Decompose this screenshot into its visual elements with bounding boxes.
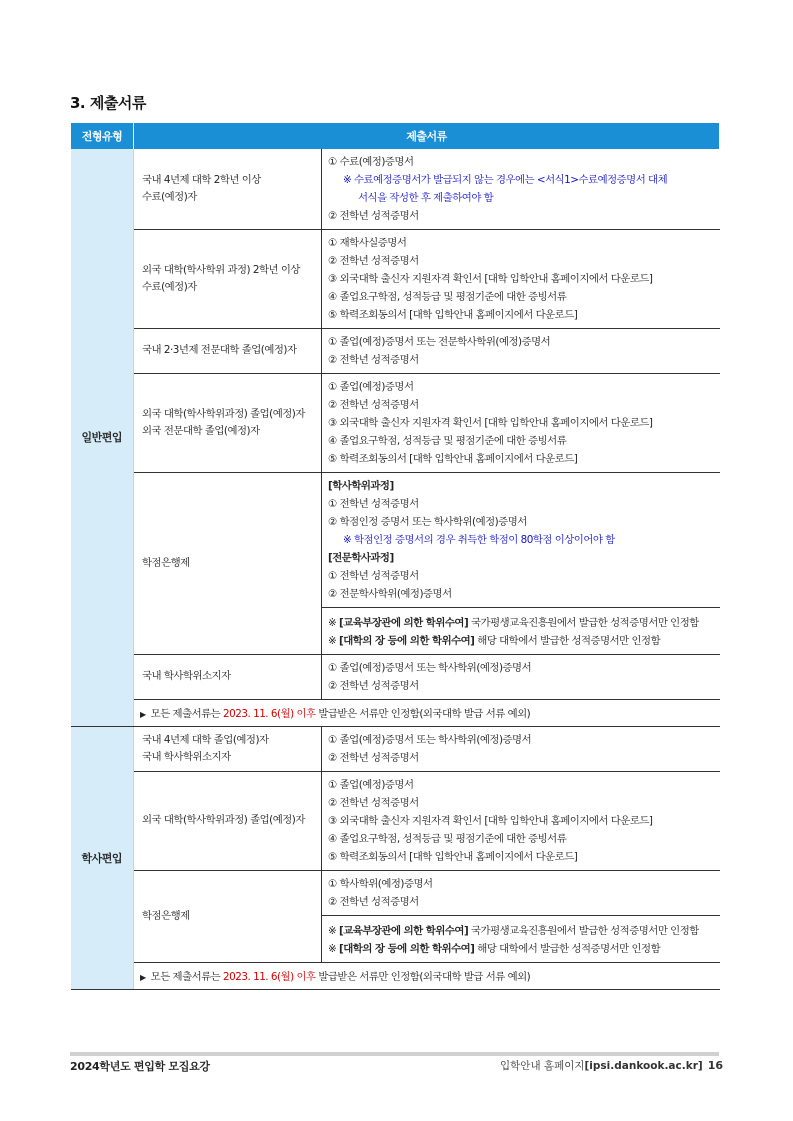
list-item: ① 전학년 성적증명서 [328,497,419,510]
qualification-cell: 외국 대학(학사학위과정) 졸업(예정)자 [134,771,322,870]
table-row [71,229,720,328]
qualification-cell: 국내 2·3년제 전문대학 졸업(예정)자 [134,328,322,373]
footer-divider [70,1052,719,1056]
list-item: ① 졸업(예정)증명서 [328,778,414,791]
table-row [71,962,720,989]
documents-cell [322,870,720,962]
list-item: ① 재학사실증명서 [328,236,407,249]
qualification-cell: 국내 4년제 대학 2학년 이상 수료(예정)자 [134,149,322,230]
remark-text: ※ [대학의 장 등에 의한 학위수여] 해당 대학에서 발급한 성적증명서만 인정함 [328,942,661,955]
documents-table [70,122,720,990]
list-item: ④ 졸업요구학점, 성적등급 및 평점기준에 대한 증빙서류 [328,434,567,447]
site-link[interactable]: [ipsi.dankook.ac.kr] [584,1060,703,1072]
list-item: ① 수료(예정)증명서 [328,155,414,168]
date-notice: ▶ 모든 제출서류는 2023. 11. 6(월) 이후 발급받은 서류만 인정함(외국대학 발급 서류 예외) [134,962,720,989]
triangle-bullet-icon: ▶ [140,973,146,982]
section-title: 3. 제출서류 [70,94,146,112]
documents-cell [322,771,720,870]
table-row [71,654,720,699]
date-notice: ▶ 모든 제출서류는 2023. 11. 6(월) 이후 발급받은 서류만 인정함(외국대학 발급 서류 예외) [134,699,720,726]
header-docs: 제출서류 [134,123,720,149]
table-row [71,870,720,962]
page-number: 16 [707,1059,723,1072]
list-item: ③ 외국대학 출신자 지원자격 확인서 [대학 입학안내 홈페이지에서 다운로드] [328,272,653,285]
list-item: ① 졸업(예정)증명서 또는 학사학위(예정)증명서 [328,733,532,746]
list-item: ① 학사학위(예정)증명서 [328,877,433,890]
list-item: ② 전학년 성적증명서 [328,751,419,764]
footer-site: 입학안내 홈페이지[ipsi.dankook.ac.kr] 16 [500,1059,723,1072]
list-item: ② 전학년 성적증명서 [328,796,419,809]
notice-text: ※ 학점인정 증명서의 경우 취득한 학점이 80학점 이상이어야 함 [343,533,615,546]
table-row [71,328,720,373]
list-item: ⑤ 학력조회동의서 [대학 입학안내 홈페이지에서 다운로드] [328,850,578,863]
header-type: 전형유형 [71,123,134,149]
table-row [71,472,720,654]
table-row [71,726,720,771]
list-item: ⑤ 학력조회동의서 [대학 입학안내 홈페이지에서 다운로드] [328,308,578,321]
qualification-cell: 외국 대학(학사학위 과정) 2학년 이상 수료(예정)자 [134,229,322,328]
list-item: ① 졸업(예정)증명서 또는 학사학위(예정)증명서 [328,661,532,674]
type-general: 일반편입 [71,149,134,727]
table-row [71,771,720,870]
documents-cell [322,229,720,328]
remarks-block [322,915,720,958]
qualification-cell: 국내 4년제 대학 졸업(예정)자 국내 학사학위소지자 [134,726,322,771]
subsection-heading: [전문학사과정] [328,551,394,564]
remark-text: ※ [교육부장관에 의한 학위수여] 국가평생교육진흥원에서 발급한 성적증명서만 인정함 [328,924,699,937]
documents-cell [322,149,720,230]
list-item: ② 전학년 성적증명서 [328,353,419,366]
remarks-block [322,607,720,650]
list-item: ① 졸업(예정)증명서 [328,380,414,393]
qualification-cell: 학점은행제 [134,472,322,654]
footer-title: 2024학년도 편입학 모집요강 [70,1060,210,1073]
documents-cell [322,328,720,373]
list-item: ② 전문학사학위(예정)증명서 [328,587,452,600]
notice-text: 서식을 작성한 후 제출하여야 함 [358,191,494,204]
list-item: ② 전학년 성적증명서 [328,895,419,908]
list-item: ② 전학년 성적증명서 [328,679,419,692]
table-row [71,699,720,726]
list-item: ③ 외국대학 출신자 지원자격 확인서 [대학 입학안내 홈페이지에서 다운로드] [328,416,653,429]
documents-cell [322,472,720,654]
list-item: ② 학점인정 증명서 또는 학사학위(예정)증명서 [328,515,527,528]
documents-cell [322,373,720,472]
notice-text: ※ 수료예정증명서가 발급되지 않는 경우에는 <서식1>수료예정증명서 대체 [343,173,668,186]
list-item: ③ 외국대학 출신자 지원자격 확인서 [대학 입학안내 홈페이지에서 다운로드] [328,814,653,827]
list-item: ① 졸업(예정)증명서 또는 전문학사학위(예정)증명서 [328,335,551,348]
list-item: ⑤ 학력조회동의서 [대학 입학안내 홈페이지에서 다운로드] [328,452,578,465]
type-bachelor: 학사편입 [71,726,134,989]
qualification-cell: 학점은행제 [134,870,322,962]
list-item: ② 전학년 성적증명서 [328,398,419,411]
list-item: ④ 졸업요구학점, 성적등급 및 평점기준에 대한 증빙서류 [328,832,567,845]
list-item: ② 전학년 성적증명서 [328,254,419,267]
list-item: ① 전학년 성적증명서 [328,569,419,582]
qualification-cell: 국내 학사학위소지자 [134,654,322,699]
documents-cell [322,726,720,771]
list-item: ④ 졸업요구학점, 성적등급 및 평점기준에 대한 증빙서류 [328,290,567,303]
table-header-row [71,123,720,149]
list-item: ② 전학년 성적증명서 [328,209,419,222]
remark-text: ※ [교육부장관에 의한 학위수여] 국가평생교육진흥원에서 발급한 성적증명서만 인정함 [328,616,699,629]
subsection-heading: [학사학위과정] [328,479,394,492]
table-row [71,149,720,230]
table-row [71,373,720,472]
qualification-cell: 외국 대학(학사학위과정) 졸업(예정)자 외국 전문대학 졸업(예정)자 [134,373,322,472]
documents-cell [322,654,720,699]
remark-text: ※ [대학의 장 등에 의한 학위수여] 해당 대학에서 발급한 성적증명서만 인정함 [328,634,661,647]
triangle-bullet-icon: ▶ [140,710,146,719]
